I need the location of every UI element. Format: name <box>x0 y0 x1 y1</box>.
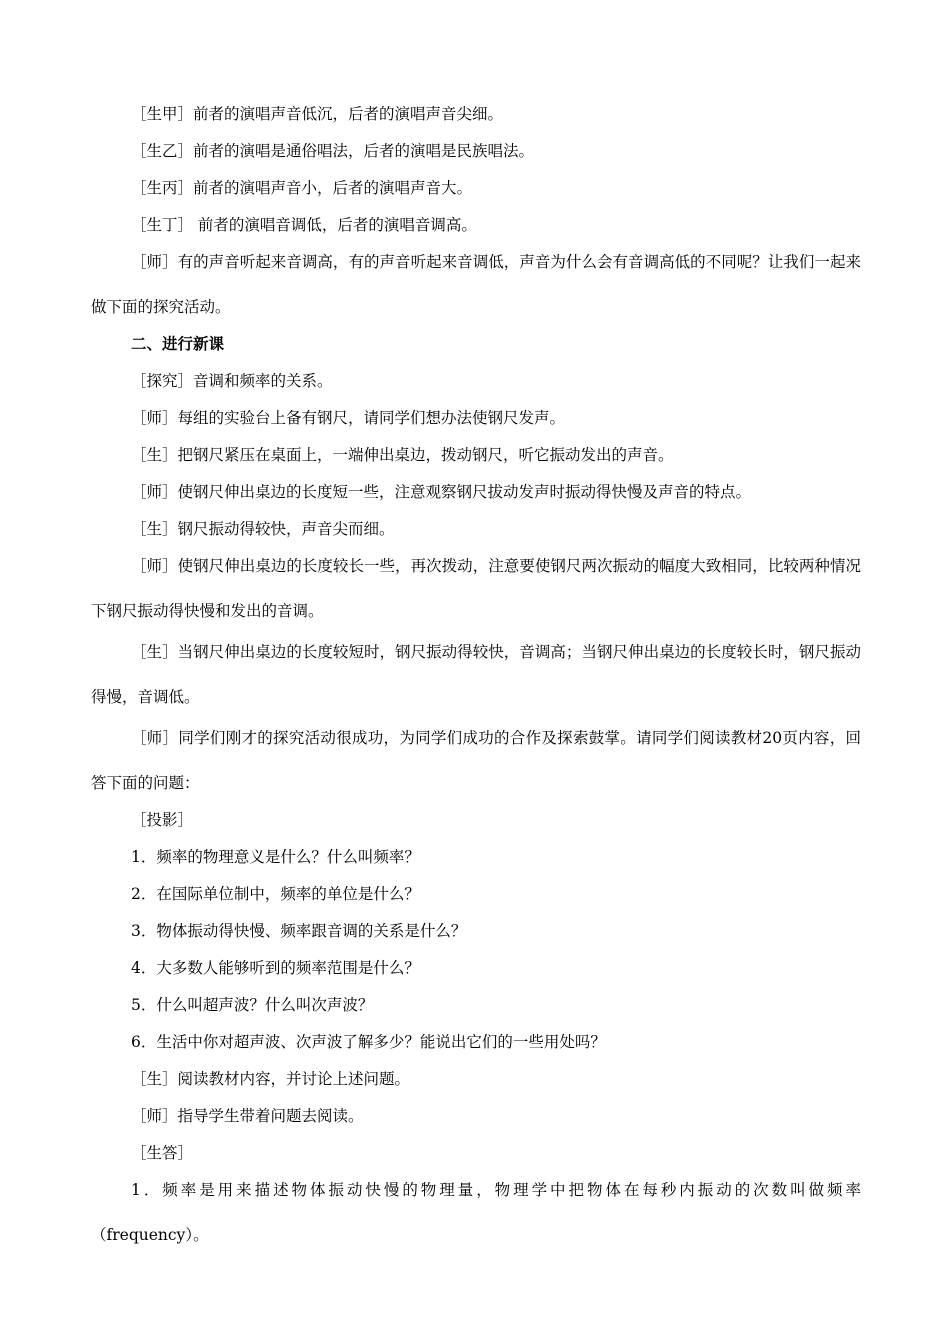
list-item: 1．频率的物理意义是什么？什么叫频率？ <box>131 848 420 866</box>
paragraph-teacher-guide: ［师］指导学生带着问题去阅读。 <box>131 1107 364 1125</box>
paragraph-teacher-reading: ［师］同学们刚才的探究活动很成功，为同学们成功的合作及探索鼓掌。请同学们阅读教材20页内容，回答下面的问题： <box>91 729 861 792</box>
paragraph-teacher-question: ［师］有的声音听起来音调高，有的声音听起来音调低，声音为什么会有音调高低的不同呢？让我们一起来做下面的探究活动。 <box>91 253 861 316</box>
document-body <box>91 96 861 1254</box>
paragraph-student-c: ［生丙］前者的演唱声音小，后者的演唱声音大。 <box>131 179 473 197</box>
list-item: 5．什么叫超声波？什么叫次声波？ <box>131 996 374 1014</box>
paragraph-answer-1: 1．频率是用来描述物体振动快慢的物理量，物理学中把物体在每秒内振动的次数叫做频率（frequency）。 <box>91 1181 861 1244</box>
paragraph-student-compare: ［生］当钢尺伸出桌边的长度较短时，钢尺振动得较快，音调高；当钢尺伸出桌边的长度较长时，钢尺振动得慢，音调低。 <box>91 643 861 706</box>
paragraph-inquiry: ［探究］音调和频率的关系。 <box>131 372 333 390</box>
paragraph-projection: ［投影］ <box>131 811 194 829</box>
list-item: 2．在国际单位制中，频率的单位是什么？ <box>131 885 420 903</box>
paragraph-student-ruler: ［生］把钢尺紧压在桌面上，一端伸出桌边，拨动钢尺，听它振动发出的声音。 <box>131 446 674 464</box>
paragraph-student-read: ［生］阅读教材内容，并讨论上述问题。 <box>131 1070 411 1088</box>
paragraph-student-fast: ［生］钢尺振动得较快，声音尖而细。 <box>131 520 395 538</box>
list-item: 6．生活中你对超声波、次声波了解多少？能说出它们的一些用处吗？ <box>131 1033 606 1051</box>
section-heading: 二、进行新课 <box>131 335 225 353</box>
paragraph-teacher-short: ［师］使钢尺伸出桌边的长度短一些，注意观察钢尺拔动发声时振动得快慢及声音的特点。 <box>131 483 752 501</box>
paragraph-student-a: ［生甲］前者的演唱声音低沉，后者的演唱声音尖细。 <box>131 105 504 123</box>
list-item: 3．物体振动得快慢、频率跟音调的关系是什么？ <box>131 922 467 940</box>
list-item: 4．大多数人能够听到的频率范围是什么？ <box>131 959 420 977</box>
paragraph-student-d: ［生丁］ 前者的演唱音调低，后者的演唱音调高。 <box>131 216 477 234</box>
paragraph-student-answer: ［生答］ <box>131 1144 194 1162</box>
paragraph-student-b: ［生乙］前者的演唱是通俗唱法，后者的演唱是民族唱法。 <box>131 142 535 160</box>
paragraph-teacher-ruler: ［师］每组的实验台上备有钢尺，请同学们想办法使钢尺发声。 <box>131 409 566 427</box>
paragraph-teacher-long: ［师］使钢尺伸出桌边的长度较长一些，再次拨动，注意要使钢尺两次振动的幅度大致相同，比较两种情况下钢尺振动得快慢和发出的音调。 <box>91 557 861 620</box>
